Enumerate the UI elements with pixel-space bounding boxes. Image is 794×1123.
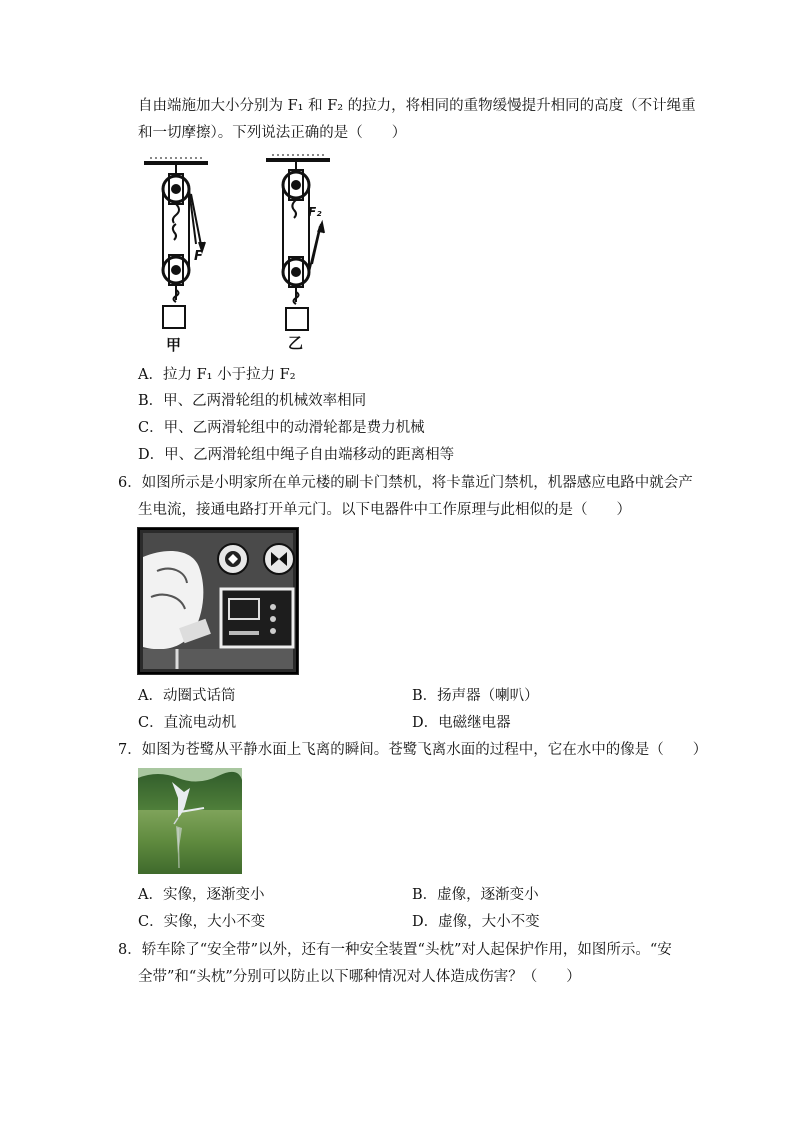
q5-option-c: C．甲、乙两滑轮组中的动滑轮都是费力机械	[138, 420, 425, 436]
q7-option-a: A．实像，逐渐变小	[138, 887, 265, 903]
q6-option-c: C．直流电动机	[138, 715, 237, 731]
q5-stem-line2: 和一切摩擦）。下列说法正确的是（ ）	[138, 125, 407, 141]
q7-option-b: B．虚像，逐渐变小	[412, 887, 539, 903]
q5-option-d: D．甲、乙两滑轮组中绳子自由端移动的距离相等	[138, 447, 455, 463]
heron-photo	[138, 768, 242, 874]
q5-option-b: B．甲、乙两滑轮组的机械效率相同	[138, 393, 367, 409]
q6-option-a: A．动圈式话筒	[138, 688, 236, 704]
q5-option-a: A．拉力 F₁ 小于拉力 F₂	[138, 367, 296, 383]
pulley-figure	[138, 154, 368, 354]
q8-stem-line2: 全带”和“头枕”分别可以防止以下哪种情况对人体造成伤害？（ ）	[138, 969, 581, 985]
fig-force-f-label: F	[194, 249, 203, 264]
weight-yi	[286, 308, 308, 330]
q6-option-b: B．扬声器（喇叭）	[412, 688, 539, 704]
q6-stem-line2: 生电流，接通电路打开单元门。以下电器件中工作原理与此相似的是（ ）	[138, 502, 631, 518]
q7-option-c: C．实像，大小不变	[138, 914, 266, 930]
q6-stem-line1: 6．如图所示是小明家所在单元楼的刷卡门禁机，将卡靠近门禁机，机器感应电路中就会产	[118, 475, 693, 491]
q5-stem-line1: 自由端施加大小分别为 F₁ 和 F₂ 的拉力，将相同的重物缓慢提升相同的高度（不计绳重	[138, 98, 696, 114]
q7-option-d: D．虚像，大小不变	[412, 914, 540, 930]
fig-label-jia: 甲	[166, 336, 182, 354]
card-reader-photo	[137, 527, 299, 675]
q8-stem-line1: 8．轿车除了“安全带”以外，还有一种安全装置“头枕”对人起保护作用，如图所示。“安	[118, 942, 672, 958]
q6-option-d: D．电磁继电器	[412, 715, 511, 731]
q7-stem-line1: 7．如图为苍鹭从平静水面上飞离的瞬间。苍鹭飞离水面的过程中，它在水中的像是（ ）	[118, 742, 708, 758]
fig-force-f2-label: F₂	[308, 205, 322, 219]
weight-jia	[163, 306, 185, 328]
fig-label-yi: 乙	[288, 334, 304, 352]
